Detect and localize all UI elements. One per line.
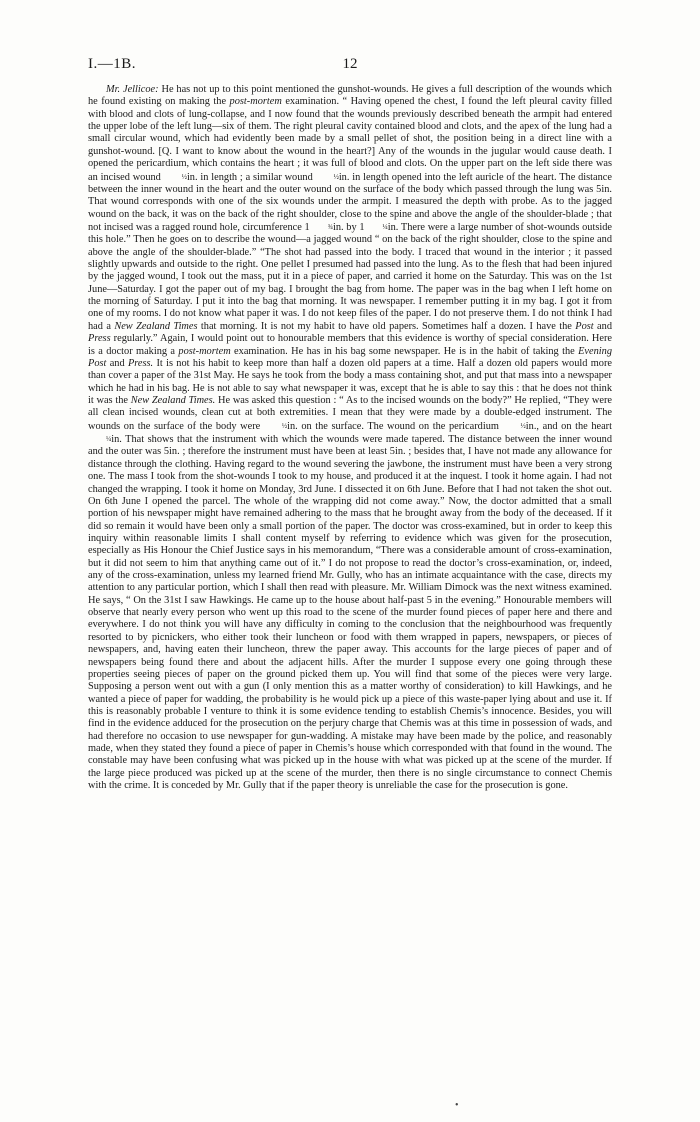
speech-paragraph xyxy=(88,84,612,792)
fraction: ¼ xyxy=(382,222,388,231)
text-run: He was asked this question : “ As to the incised wounds on the body?” He replied, “They were all clean incised wounds, clean cut at both extremities. I mean that they were made by a double-edged instrument. The wounds on the surface of the body were xyxy=(88,394,612,432)
speech-body xyxy=(88,84,612,792)
text-run: He has not up to this point mentioned the gunshot-wounds. He gives a full description of the wounds which he found existing on making the xyxy=(88,84,612,108)
newspaper-title: Evening Post xyxy=(88,345,612,369)
fraction: ½ xyxy=(281,421,288,430)
page-mark: • xyxy=(455,1100,459,1111)
text-run: in., and on the heart xyxy=(525,420,612,432)
text-run: in. by 1 xyxy=(332,221,365,233)
text-run: in. on the surface. The wound on the pericardium xyxy=(287,420,503,432)
running-header xyxy=(88,56,612,76)
italic-term: post-mortem xyxy=(178,345,231,357)
fraction: ¼ xyxy=(106,435,112,444)
text-run: and xyxy=(106,357,128,369)
newspaper-title: New Zealand Times xyxy=(114,320,198,332)
newspaper-title: Post xyxy=(575,320,594,332)
newspaper-title: Press xyxy=(88,333,111,345)
text-run: and xyxy=(593,320,612,332)
text-run: regularly.” Again, I would point out to honourable members that this evidence is worthy of special consideration. Here is a doctor making a xyxy=(88,333,612,357)
fraction: ¾ xyxy=(327,222,333,231)
text-run: in. in length opened into the left auricle of the heart. The distance between the inner wound in the heart and the outer wound on the surface of the body which passed through the lung was 5in. That wound corresponds with one of the six wounds under the armpit. I measured the depth with probe. As to the jagged wound on the back, it was on the back of the right shoulder, close to the spine and above the angle of the shoulder-blade ; that not incised was a ragged round hole, circumference 1 xyxy=(88,171,612,233)
fraction: ½ xyxy=(181,172,187,181)
parliamentary-paper-reference: I.—1B. xyxy=(88,56,136,72)
text-run: examination. He has in his bag some newspaper. He is in the habit of taking the xyxy=(230,345,579,357)
text-run: in. That shows that the instrument with which the wounds were made tapered. The distance between the inner wound and the outer was 5in. ; therefore the instrument must have been at least 5in. ; besides that, I have not made any allowance for distance through the clothing. Having regard to the wound severing the jawbone, the instrument must have been a very strong one. The mass I took from the shot-wounds I took to my house, and produced it at the inquest. I took it home again. I had not changed the wrapping. I took it home on Monday, 3rd June. I dissected it on 6th June. Before that I had not taken the shot out. On 6th June I opened the parcel. The whole of the wrapping did not come away.” Now, the doctor admitted that a small portion of his newspaper might have remained adhering to the mass that he brought away from the body of the deceased. If it did so remain it would have been only a small portion of the paper. The doctor was cross-examined, but in order to keep this inquiry within reasonable limits I shall content myself by referring to evidence which was given for the prosecution, especially as His Honour the Chief Justice says in his memorandum, “There was a considerable amount of cross-examination, but it did not seem to him that anything came out of it.” I do not propose to read the doctor’s cross-examination, or, indeed, any of the cross-examination, unless my learned friend Mr. Gully, who has an intimate acquaintance with the case, directs my attention to any particular portion, which I shall then read with pleasure. Mr. William Dimock was the next witness examined. He says, “ On the 31st I saw Hawkings. He came up to the house about half-past 5 in the evening.” Honourable members will observe that nearly every person who went up this road to the scene of the murder found pieces of paper here and there and everywhere. I do not think you will have any difficulty in coming to the conclusion that the neighbourhood was frequently resorted to by picnickers, who either took their luncheon or food with them wrapped in papers, newspapers, or pieces of newspapers, and, having eaten their luncheon, threw the paper away. This accounts for the large pieces of paper and of newspapers being found there and about the adjacent hills. After the murder I suppose every one going through these properties seeing pieces of paper on the ground picked them up. You will find that some of the pieces were very large. Supposing a person went out with a gun (I only mention this as a matter worthy of consideration) to kill Hawkings, and he wanted a piece of paper for wadding, the probability is he would pick up a piece of this waste-paper lying about and use it. If this is reasonably probable I venture to think it is some evidence tending to establish Chemis’s innocence. Besides, you will find in the evidence adduced for the prosecution on the perjury charge that Chemis was at this time in possession of wads, and had therefore no occasion to use newspaper for gun-wadding. A mistake may have been made by the police, and reasonably made, when they stated they found a piece of paper in Chemis’s house which corresponded with that found in the wound. The constable may have been confusing what was picked up in the house with what was picked up at the scene of the murder. If the large piece produced was picked up at the scene of the murder, then there is no single circumstance to connect Chemis with the crime. It is conceded by Mr. Gully that if the paper theory is unreliable the case for the prosecution is gone. xyxy=(88,434,612,792)
speaker-name: Mr. Jellicoe: xyxy=(106,84,159,95)
text-run: in. There were a large number of shot-wounds outside this hole.” Then he goes on to describe the wound—a jagged wound “ on the back of the right shoulder, close to the spine and above the angle of the shoulder-blade.” “The shot had passed into the body. I traced that wound in the interior ; it passed slightly upwards and outside to the right. One pellet I presumed had passed into the lung. As to the flesh that had been injured by the jagged wound, I took out the mass, put it in a piece of paper, and carried it home on the Saturday. This was on the 1st June—Saturday. I got the paper out of my bag. I brought the bag from home. The paper was in the bag when I left home on the morning of Saturday. I put it into the bag that morning. It was newspaper. I remember putting it in my bag. I got it from one of my rooms. I do not know what paper it was. I do not keep files of the paper. I do not preserve them. I do not think I had had a xyxy=(88,221,612,332)
newspaper-title: Press. xyxy=(127,357,154,369)
italic-term: post-mortem xyxy=(229,96,282,108)
fraction: ½ xyxy=(520,421,526,430)
text-run: in. in length ; a similar wound xyxy=(186,171,316,183)
text-run: examination. “ Having opened the chest, I found the left pleural cavity filled with blood and clots of lung-collapse, and I now found that the wounds previously described beneath the armpit had entered the upper lobe of the left lung—six of them. The right pleural cavity contained blood and clots, and the apex of the lung had a small circular wound, which had evidently been made by a small pellet of shot, the position being in a direct line with a gunshot-wound. [Q. I want to know about the wound in the heart?] Any of the wounds in the jugular would cause death. I opened the pericardium, which contains the heart ; it was full of blood and clots. On the upper part on the left side there was an incised wound xyxy=(88,96,612,183)
page-number: 12 xyxy=(342,56,358,72)
newspaper-title: New Zealand Times. xyxy=(130,394,216,406)
fraction: ½ xyxy=(333,172,339,181)
text-run: It is not his habit to keep more than half a dozen old papers at a time. Half a dozen old papers would more than cover a paper of the 31st May. He says he took from the body a mass containing shot, and put that mass into a newspaper which he had in his bag. He is not able to say what newspaper it was, except that he is able to say this : that he does not think it was the xyxy=(88,357,612,406)
text-run: that morning. It is not my habit to have old papers. Sometimes half a dozen. I have the xyxy=(197,320,576,332)
